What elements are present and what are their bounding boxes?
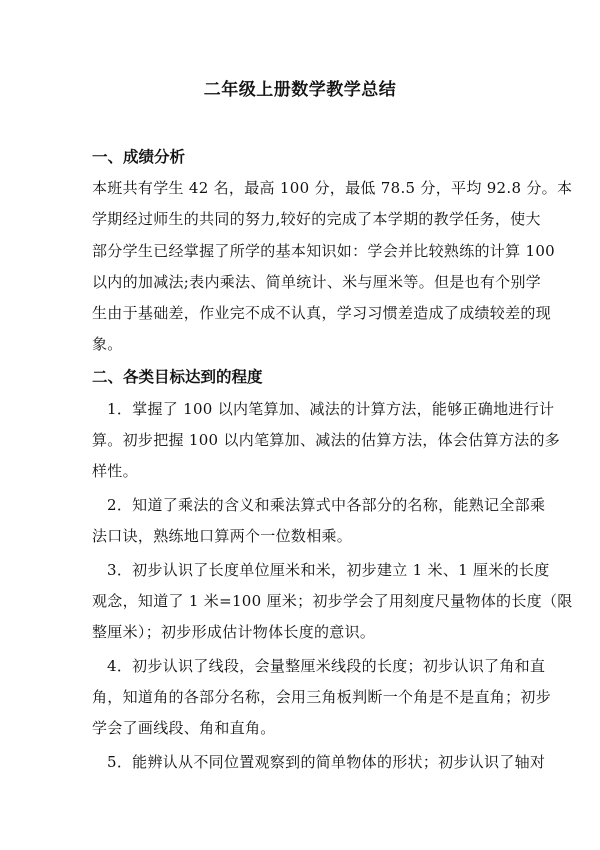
list-item-line: 5．能辨认从不同位置观察到的简单物体的形状；初步认识了轴对 xyxy=(107,753,546,771)
paragraph-line: 部分学生已经掌握了所学的基本知识如：学会并比较熟练的计算 100 xyxy=(92,242,556,260)
list-item-line: 角，知道角的各部分名称，会用三角板判断一个角是不是直角；初步 xyxy=(92,688,552,706)
paragraph-line: 本班共有学生 42 名，最高 100 分，最低 78.5 分，平均 92.8 分。本 xyxy=(92,179,573,197)
list-item-line: 学会了画线段、角和直角。 xyxy=(92,719,276,737)
list-item-line: 1．掌握了 100 以内笔算加、减法的计算方法，能够正确地进行计 xyxy=(107,400,555,418)
list-item-line: 算。初步把握 100 以内笔算加、减法的估算方法，体会估算方法的多 xyxy=(92,431,561,449)
document-title: 二年级上册数学教学总结 xyxy=(203,80,397,100)
paragraph-line: 以内的加减法;表内乘法、简单统计、米与厘米等。但是也有个别学 xyxy=(92,273,542,291)
paragraph-line: 学期经过师生的共同的努力,较好的完成了本学期的教学任务，使大 xyxy=(92,210,541,228)
list-item-line: 3．初步认识了长度单位厘米和米，初步建立 1 米、1 厘米的长度 xyxy=(107,561,550,579)
list-item-line: 4．初步认识了线段，会量整厘米线段的长度；初步认识了角和直 xyxy=(107,657,546,675)
section-heading-goals: 二、各类目标达到的程度 xyxy=(92,368,263,386)
list-item-line: 2．知道了乘法的含义和乘法算式中各部分的名称，能熟记全部乘 xyxy=(107,496,546,514)
list-item-line: 样性。 xyxy=(92,462,138,480)
list-item-line: 法口诀，熟练地口算两个一位数相乘。 xyxy=(92,527,353,545)
list-item-line: 观念，知道了 1 米=100 厘米；初步学会了用刻度尺量物体的长度（限 xyxy=(92,592,573,610)
section-heading-score-analysis: 一、成绩分析 xyxy=(92,148,186,166)
paragraph-line: 生由于基础差，作业完不成不认真，学习习惯差造成了成绩较差的现 xyxy=(92,304,552,322)
list-item-line: 整厘米）；初步形成估计物体长度的意识。 xyxy=(92,623,376,641)
paragraph-line: 象。 xyxy=(92,335,123,353)
